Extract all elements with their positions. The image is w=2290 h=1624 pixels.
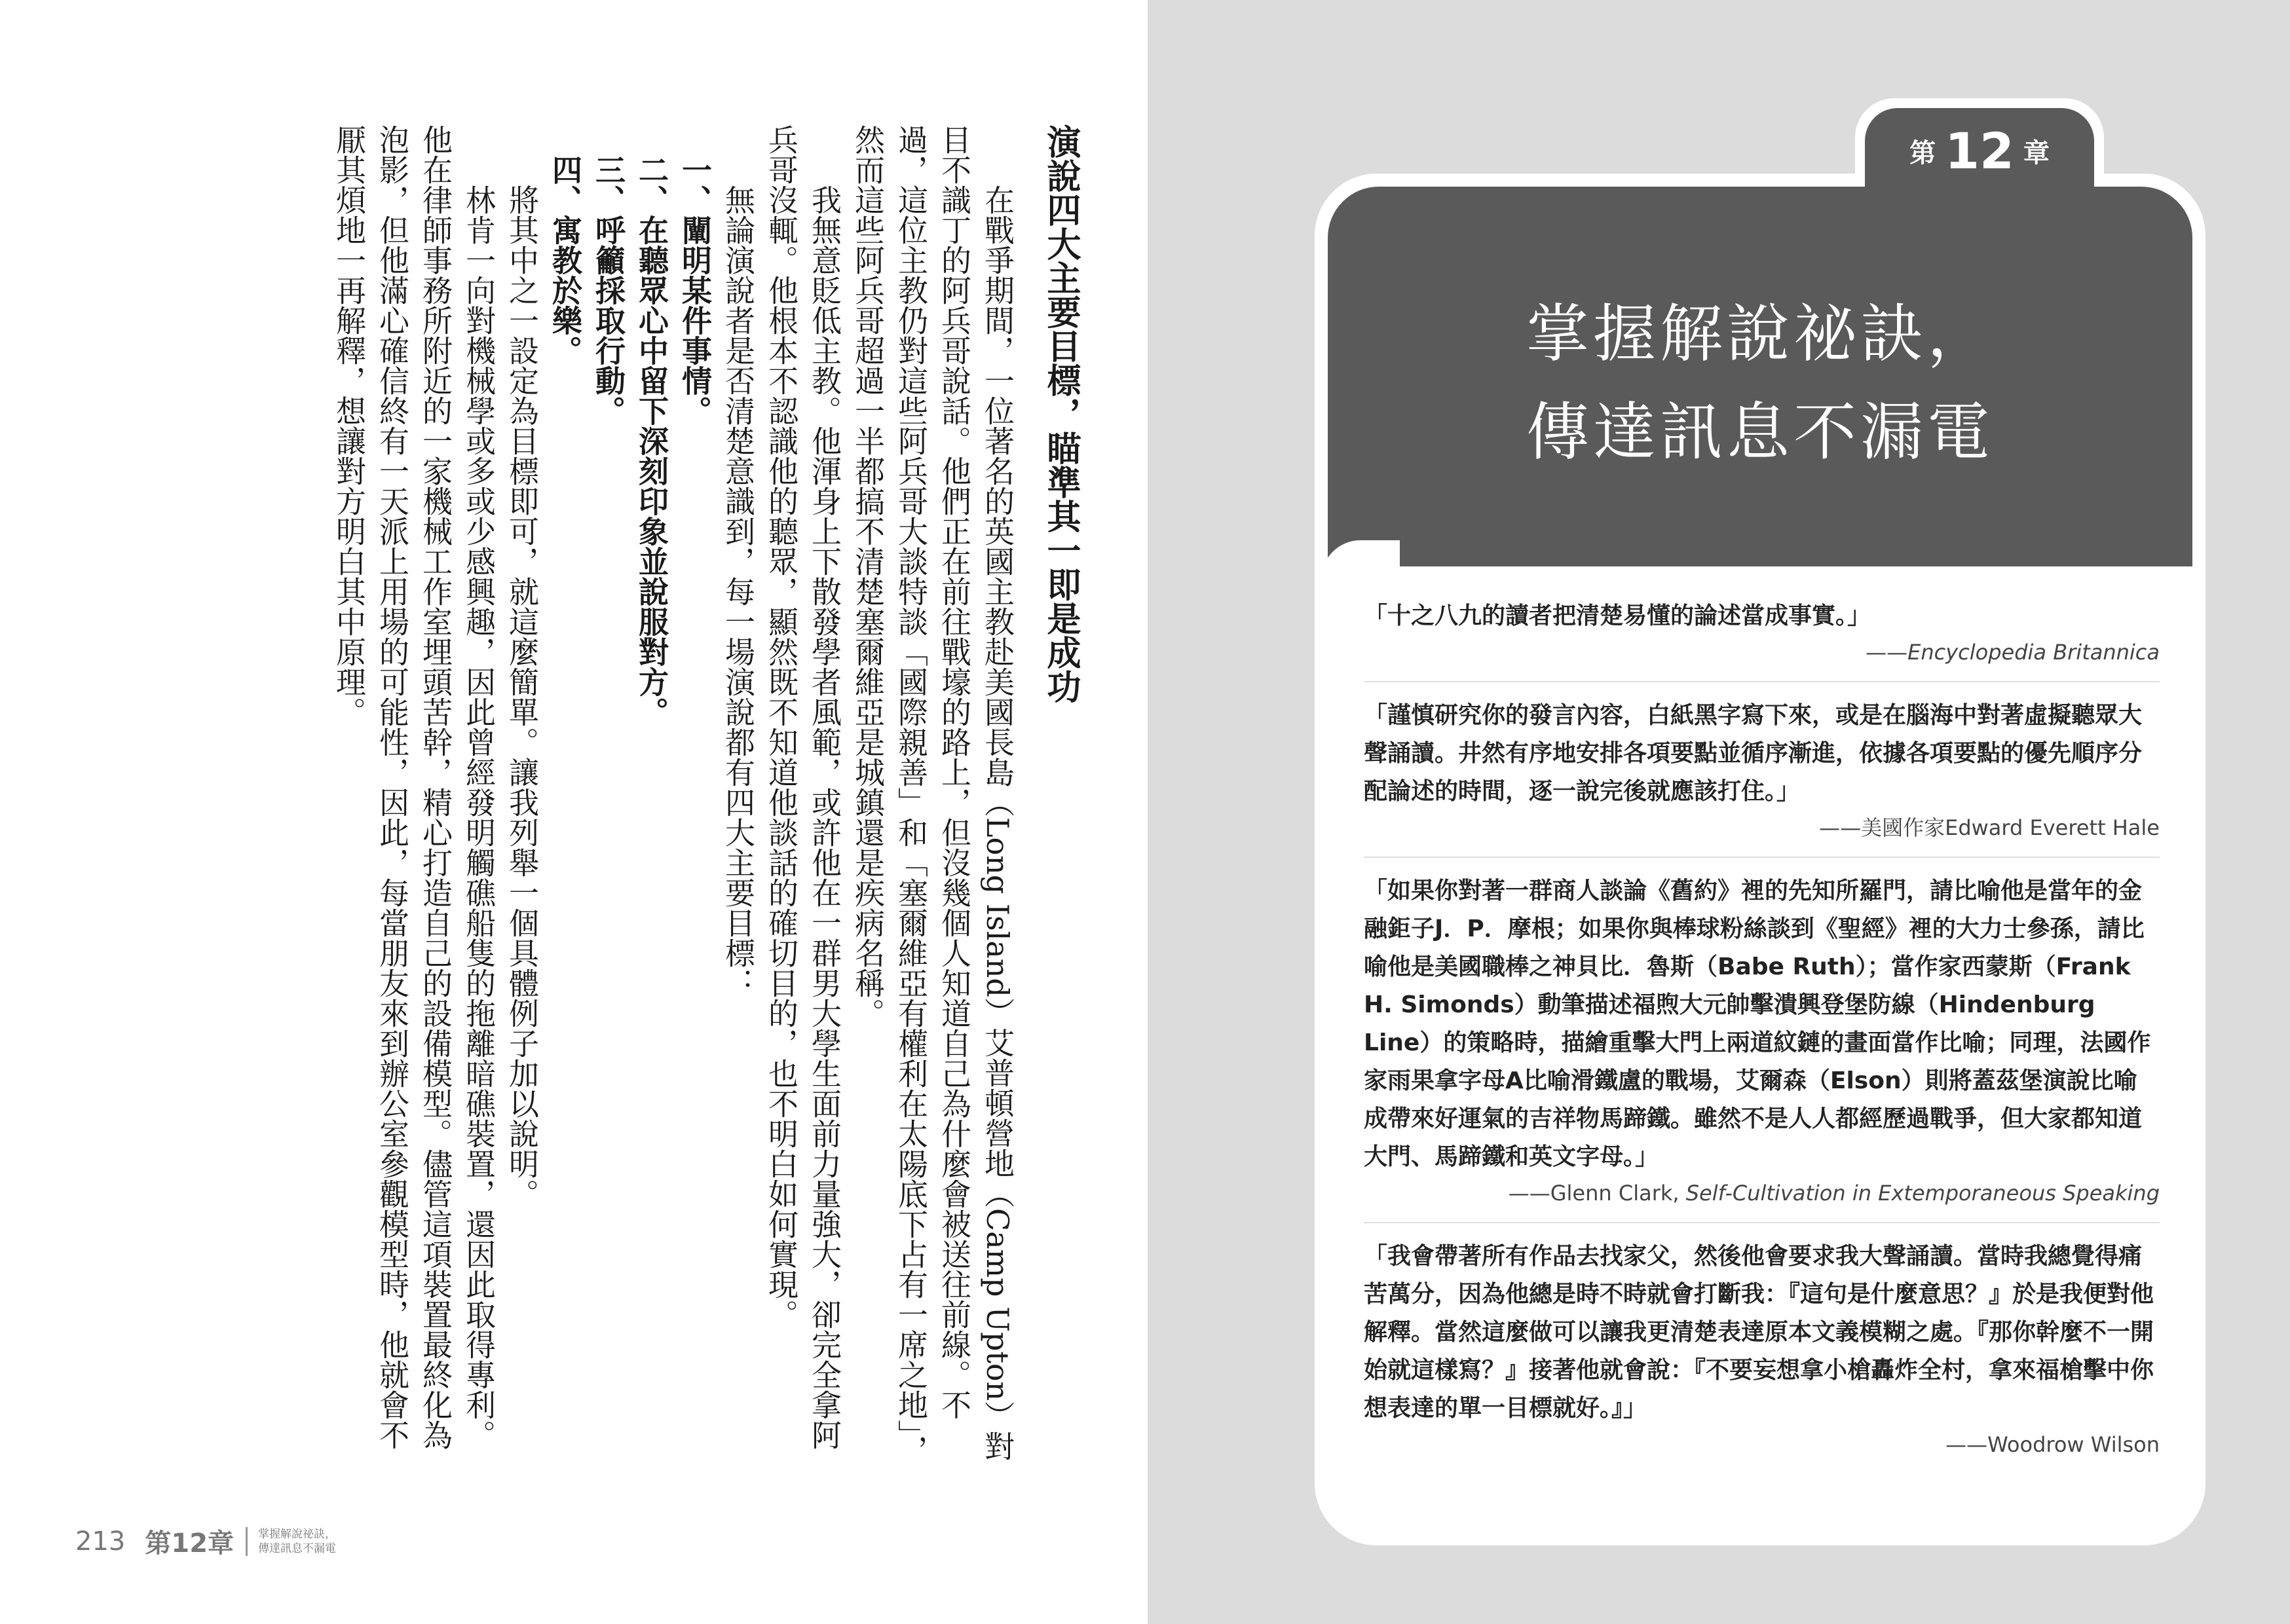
chapter-title-line-1: 掌握解說祕訣，: [1526, 297, 1994, 371]
quote-text: 「我會帶著所有作品去找家父，然後他會要求我大聲誦讀。當時我總覺得痛苦萬分，因為他總是時不時就會打斷我：『這句是什麼意思？』於是我便對他解釋。當然這麼做可以讓我更清楚表達原本文義模糊之處。『那你幹麼不一開始就這樣寫？』接著他就會說：『不要妄想拿小槍轟炸全村，拿來福槍擊中你想表達的單一目標就好。』」: [1364, 1243, 2154, 1422]
quote-source: ——美國作家Edward Everett Hale: [1819, 815, 2160, 840]
quote-source: ——Glenn Clark, Self-Cultivation in Extemporaneous Speaking: [1508, 1181, 2160, 1206]
goal-4: 四、寓教於樂。: [548, 155, 583, 365]
vertical-body-text: [34, 124, 1082, 1467]
goal-3: 三、呼籲採取行動。: [591, 155, 626, 426]
chapter-card: [1315, 174, 2206, 1545]
chapter-title-panel: [1328, 187, 2192, 566]
quote-item: [1364, 682, 2160, 858]
chapter-title-line-2: 傳達訊息不漏電: [1526, 396, 1994, 469]
quote-item: [1364, 1223, 2160, 1473]
chapter-title: [1328, 285, 2192, 481]
page-number: 213: [75, 1526, 126, 1557]
quote-text: 「謹慎研究你的發言內容，白紙黑字寫下來，或是在腦海中對著虛擬聽眾大聲誦讀。井然有序地安排各項要點並循序漸進，依據各項要點的優先順序分配論述的時間，逐一說完後就應該打住。」: [1364, 702, 2143, 805]
right-page: [1148, 0, 2290, 1624]
footer-subtitle: 掌握解說祕訣， 傳達訊息不漏電: [258, 1527, 337, 1555]
chapter-tab: 第 12 章: [1865, 108, 2094, 193]
footer-chapter: 第12章: [145, 1528, 235, 1559]
quote-item: [1364, 583, 2160, 682]
quote-item: [1364, 858, 2160, 1223]
goal-1: 一、闡明某件事情。: [677, 155, 713, 426]
paragraph-5: 林肯一向對機械學或多或少感興趣，因此曾經發明觸礁船隻的拖離暗礁裝置，還因此取得專利。他在律師事務所附近的一家機械工作室埋頭苦幹，精心打造自己的設備模型。儘管這項裝置最終化為泡影，但他滿心確信終有一天派上用場的可能性，因此，每當朋友來到辦公室參觀模型時，他就會不厭其煩地一再解釋，想讓對方明白其中原理。: [331, 124, 497, 1450]
quote-list: [1364, 583, 2160, 1473]
quote-text: 「十之八九的讀者把清楚易懂的論述當成事實。」: [1364, 602, 1871, 629]
quote-source: ——Encyclopedia Britannica: [1866, 640, 2160, 665]
quote-text: 「如果你對著一群商人談論《舊約》裡的先知所羅門，請比喻他是當年的金融鉅子J．P．摩根；如果你與棒球粉絲談到《聖經》裡的大力士參孫，請比喻他是美國職棒之神貝比．魯斯（Babe Ruth）；當作家西蒙斯（Frank H. Simonds）動筆描述福煦大元帥擊潰興登堡防線（Hindenburg Line）的策略時，描繪重擊大門上兩道紋鏈的畫面當作比喻；同理，法國作家雨果拿字母A比喻滑鐵盧的戰場，艾爾森（Elson）則將蓋茲堡演說比喻成帶來好運氣的吉祥物馬蹄鐵。雖然不是人人都經歷過戰爭，但大家都知道大門、馬蹄鐵和英文字母。」: [1364, 877, 2151, 1170]
goal-2: 二、在聽眾心中留下深刻印象並說服對方。: [634, 155, 669, 727]
section-heading: 演說四大主要目標，瞄準其一即是成功: [1041, 124, 1080, 703]
panel-corner-curve: [1328, 540, 1400, 566]
page-footer: [75, 1522, 336, 1560]
paragraph-3: 無論演說者是否清楚意識到，每一場演說都有四大主要目標：: [721, 185, 756, 998]
paragraph-1: 在戰爭期間，一位著名的英國主教赴美國長島（Long Island）艾普頓營地（Camp Upton）對目不識丁的阿兵哥說話。他們正在前往戰壕的路上，但沒幾個人知道自己為什麼會被送往前線。不過，這位主教仍對這些阿兵哥大談特談「國際親善」和「塞爾維亞有權利在太陽底下占有一席之地」，然而這些阿兵哥超過一半都搞不清楚塞爾維亞是城鎮還是疾病名稱。: [850, 124, 1015, 1465]
chapter-number: 12: [1945, 121, 2014, 180]
paragraph-4: 將其中之一設定為目標即可，就這麼簡單。讓我列舉一個具體例子加以說明。: [504, 185, 540, 1209]
footer-divider: [246, 1527, 248, 1556]
quote-source: ——Woodrow Wilson: [1945, 1432, 2160, 1457]
paragraph-2: 我無意貶低主教。他渾身上下散發學者風範，或許他在一群男大學生面前力量強大，卻完全拿阿兵哥沒輒。他根本不認識他的聽眾，顯然既不知道他談話的確切目的，也不明白如何實現。: [764, 124, 842, 1450]
